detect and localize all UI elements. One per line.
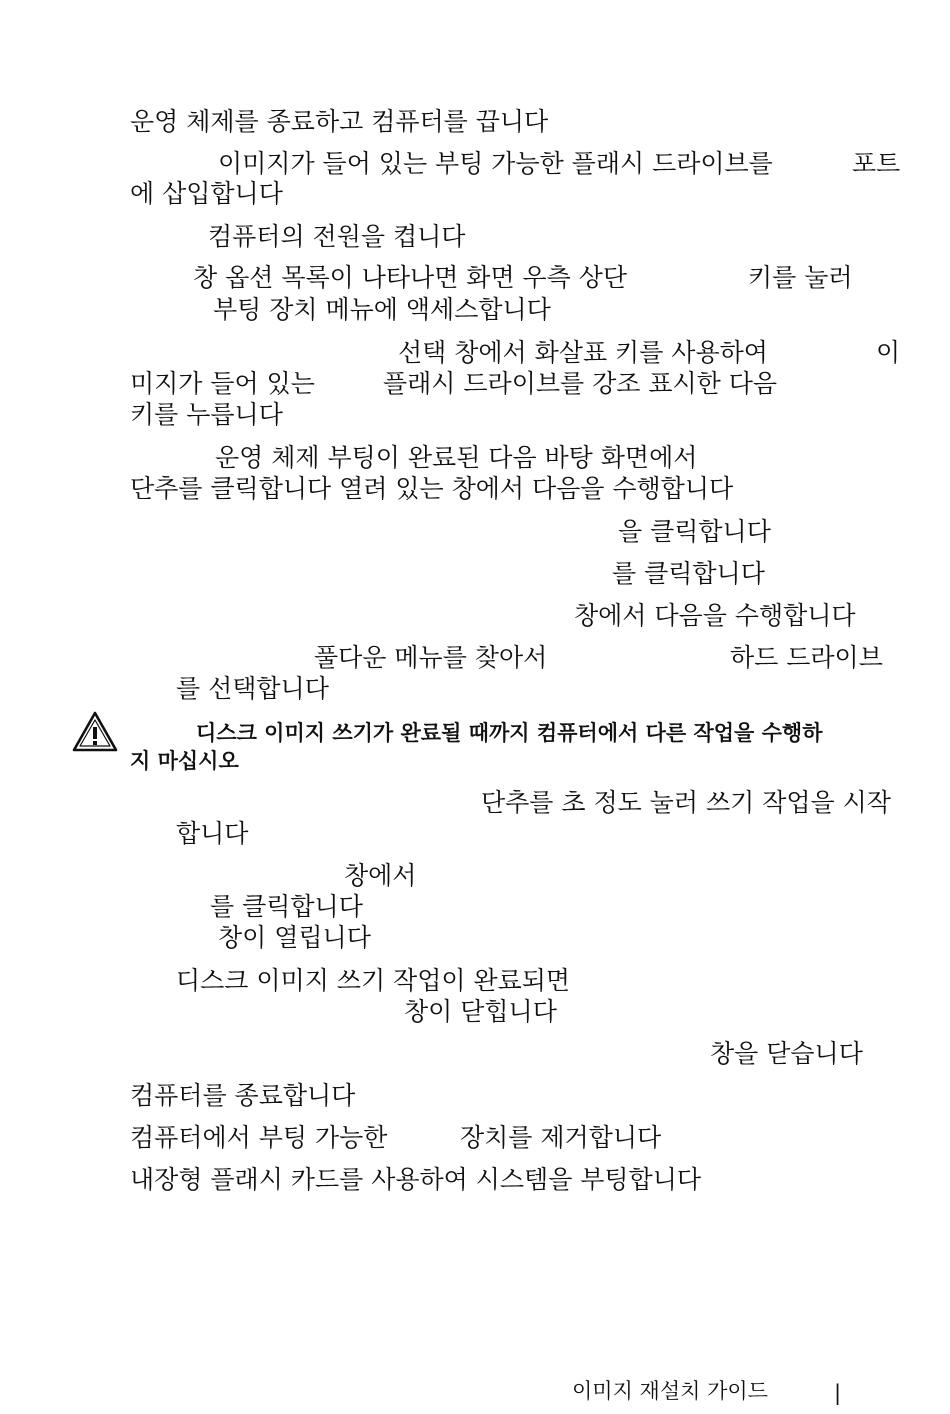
warning-text: 디스크 이미지 쓰기가 완료될 때까지 컴퓨터에서 다른 작업을 수행하	[196, 721, 823, 745]
step-boot-menu: 부팅 장치 메뉴에 액세스합니다	[213, 295, 551, 324]
step-insert-flash-drive-cont: 에 삽입합니다	[130, 179, 283, 208]
step-shutdown-os: 운영 체제를 종료하고 컴퓨터를 끕니다	[130, 107, 549, 136]
substep-click-2: 를 클릭합니다	[612, 559, 765, 588]
step-desktop: 운영 체제 부팅이 완료된 다음 바탕 화면에서	[215, 443, 698, 472]
step-remove-device-cont: 장치를 제거합니다	[460, 1123, 662, 1152]
substep-press-button-cont: 합니다	[176, 819, 249, 848]
footer-title: 이미지 재설치 가이드	[572, 1379, 768, 1403]
substep-hard-drive: 하드 드라이브	[730, 643, 883, 672]
substep-click-3: 를 클릭합니다	[210, 892, 363, 921]
substep-window-opens: 창이 열립니다	[218, 923, 371, 952]
substep-click-1: 을 클릭합니다	[618, 517, 771, 546]
step-boot-options: 창 옵션 목록이 나타나면 화면 우측 상단	[193, 263, 628, 292]
section-heading-internal-flash: 내장형 플래시 카드를 사용하여 시스템을 부팅합니다	[130, 1165, 702, 1194]
step-select-device-tail: 이	[876, 338, 901, 367]
footer-separator: |	[834, 1381, 842, 1405]
warning-triangle-icon	[72, 710, 118, 752]
step-insert-flash-drive: 이미지가 들어 있는 부팅 가능한 플래시 드라이브를	[218, 149, 773, 178]
substep-write-complete: 디스크 이미지 쓰기 작업이 완료되면	[176, 966, 571, 995]
substep-pulldown: 풀다운 메뉴를 찾아서	[314, 643, 548, 672]
step-select-device: 선택 창에서 화살표 키를 사용하여	[398, 338, 768, 367]
substep-window-closes: 창이 닫힙니다	[404, 997, 557, 1026]
step-shutdown-computer: 컴퓨터를 종료합니다	[130, 1081, 356, 1110]
substep-in-window: 창에서	[344, 861, 417, 890]
step-click-button: 단추를 클릭합니다 열려 있는 창에서 다음을 수행합니다	[130, 474, 734, 503]
step-close-window: 창을 닫습니다	[710, 1039, 863, 1068]
substep-press-button: 단추를 초 정도 눌러 쓰기 작업을 시작	[481, 788, 891, 817]
step-power-on: 컴퓨터의 전원을 켭니다	[208, 222, 466, 251]
step-select-device-cont3: 키를 누릅니다	[130, 400, 283, 429]
warning-text-cont: 지 마십시오	[130, 749, 239, 773]
substep-select: 를 선택합니다	[176, 674, 329, 703]
substep-window: 창에서 다음을 수행합니다	[574, 601, 856, 630]
step-boot-options-key: 키를 눌러	[748, 263, 853, 292]
step-select-device-cont2: 플래시 드라이브를 강조 표시한 다음	[383, 369, 778, 398]
step-remove-device: 컴퓨터에서 부팅 가능한	[130, 1123, 388, 1152]
port-label: 포트	[852, 149, 901, 178]
step-select-device-cont1: 미지가 들어 있는	[130, 369, 315, 398]
